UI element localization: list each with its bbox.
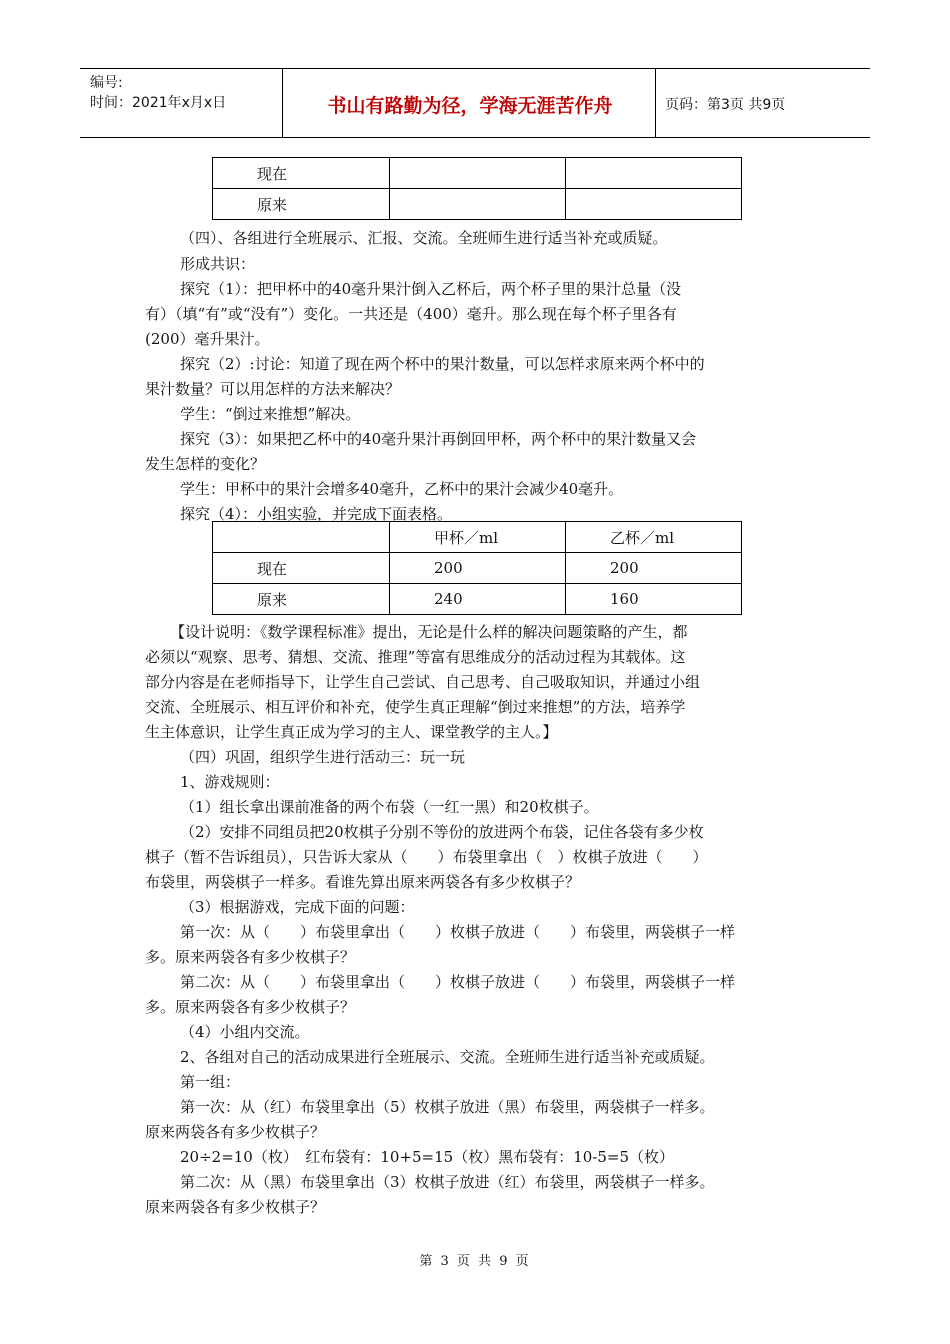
paragraph: 第一次：从（红）布袋里拿出（5）枚棋子放进（黑）布袋里，两袋棋子一样多。 bbox=[180, 1098, 715, 1116]
paragraph: （3）根据游戏，完成下面的问题： bbox=[180, 898, 415, 916]
paragraph: （2）安排不同组员把20枚棋子分别不等份的放进两个布袋，记住各袋有多少枚 bbox=[180, 823, 704, 841]
paragraph: （4）小组内交流。 bbox=[180, 1023, 310, 1041]
paragraph: 棋子（暂不告诉组员），只告诉大家从（ ）布袋里拿出（ ）枚棋子放进（ ） bbox=[145, 848, 708, 866]
table-row bbox=[213, 189, 742, 220]
header-page-label: 页码：第3页 共9页 bbox=[665, 97, 786, 113]
juice-table bbox=[212, 521, 742, 615]
page-footer: 第 3 页 共 9 页 bbox=[419, 1254, 531, 1269]
table-row bbox=[213, 553, 742, 584]
header-divider bbox=[655, 69, 656, 137]
design-note-line: 【设计说明：《数学课程标准》提出，无论是什么样的解决问题策略的产生，都 bbox=[170, 623, 688, 641]
table-cell: 200 bbox=[566, 553, 742, 584]
paragraph: 20÷2=10（枚） 红布袋有：10+5=15（枚）黑布袋有：10-5=5（枚） bbox=[180, 1148, 675, 1166]
paragraph: 探究（4）：小组实验，并完成下面表格。 bbox=[180, 505, 453, 523]
table-cell bbox=[566, 158, 742, 189]
paragraph: 2、各组对自己的活动成果进行全班展示、交流。全班师生进行适当补充或质疑。 bbox=[180, 1048, 715, 1066]
header-motto: 书山有路勤为径，学海无涯苦作舟 bbox=[327, 95, 613, 117]
table-cell: 160 bbox=[566, 584, 742, 615]
paragraph: （四）巩固，组织学生进行活动三：玩一玩 bbox=[180, 748, 466, 766]
design-note-line: 部分内容是在老师指导下，让学生自己尝试、自己思考、自己吸取知识，并通过小组 bbox=[145, 673, 701, 691]
table-row bbox=[213, 158, 742, 189]
table-cell bbox=[390, 189, 566, 220]
table-header-cell: 乙杯／ml bbox=[566, 522, 742, 553]
paragraph: 第一组： bbox=[180, 1073, 241, 1091]
paragraph: 探究（1）：把甲杯中的40毫升果汁倒入乙杯后，两个杯子里的果汁总量（没 bbox=[180, 280, 682, 298]
paragraph: 第二次：从（黑）布袋里拿出（3）枚棋子放进（红）布袋里，两袋棋子一样多。 bbox=[180, 1173, 715, 1191]
paragraph: 1、游戏规则： bbox=[180, 773, 280, 791]
paragraph: (200）毫升果汁。 bbox=[145, 330, 270, 348]
code-label: 编号: bbox=[90, 75, 123, 91]
header-meta bbox=[90, 73, 226, 113]
table-header-row bbox=[213, 522, 742, 553]
paragraph: 探究（3）：如果把乙杯中的40毫升果汁再倒回甲杯，两个杯中的果汁数量又会 bbox=[180, 430, 697, 448]
table-cell: 原来 bbox=[213, 584, 390, 615]
time-label: 时间：2021年x月x日 bbox=[90, 95, 227, 111]
juice-table-top bbox=[212, 157, 742, 220]
paragraph: 多。原来两袋各有多少枚棋子？ bbox=[145, 998, 356, 1016]
table-cell bbox=[566, 189, 742, 220]
design-note-line: 必须以“观察、思考、猜想、交流、推理”等富有思维成分的活动过程为其载体。这 bbox=[145, 648, 686, 666]
paragraph: 果汁数量？可以用怎样的方法来解决？ bbox=[145, 380, 401, 398]
paragraph: 第一次：从（ ）布袋里拿出（ ）枚棋子放进（ ）布袋里，两袋棋子一样 bbox=[180, 923, 736, 941]
header-divider bbox=[282, 69, 283, 137]
paragraph: 发生怎样的变化？ bbox=[145, 455, 266, 473]
paragraph: 第二次：从（ ）布袋里拿出（ ）枚棋子放进（ ）布袋里，两袋棋子一样 bbox=[180, 973, 736, 991]
paragraph: 有）（填“有”或“没有”）变化。一共还是（400）毫升。那么现在每个杯子里各有 bbox=[145, 305, 677, 323]
design-note-line: 交流、全班展示、相互评价和补充，使学生真正理解“倒过来推想”的方法，培养学 bbox=[145, 698, 686, 716]
table-header-cell: 甲杯／ml bbox=[390, 522, 566, 553]
table-cell: 240 bbox=[390, 584, 566, 615]
table-cell: 现在 bbox=[213, 158, 390, 189]
paragraph: 形成共识： bbox=[180, 255, 256, 273]
paragraph: 多。原来两袋各有多少枚棋子？ bbox=[145, 948, 356, 966]
page-header bbox=[80, 68, 870, 138]
design-note-line: 生主体意识，让学生真正成为学习的主人、课堂教学的主人。】 bbox=[145, 723, 558, 741]
table-cell bbox=[390, 158, 566, 189]
paragraph: 学生：甲杯中的果汁会增多40毫升，乙杯中的果汁会减少40毫升。 bbox=[180, 480, 624, 498]
paragraph: 探究（2）:讨论：知道了现在两个杯中的果汁数量，可以怎样求原来两个杯中的 bbox=[180, 355, 705, 373]
paragraph: 原来两袋各有多少枚棋子？ bbox=[145, 1198, 326, 1216]
table-cell: 现在 bbox=[213, 553, 390, 584]
table-row bbox=[213, 584, 742, 615]
table-cell: 原来 bbox=[213, 189, 390, 220]
table-cell: 200 bbox=[390, 553, 566, 584]
paragraph: 学生：“倒过来推想”解决。 bbox=[180, 405, 361, 423]
paragraph: （四）、各组进行全班展示、汇报、交流。全班师生进行适当补充或质疑。 bbox=[180, 229, 668, 247]
paragraph: （1）组长拿出课前准备的两个布袋（一红一黑）和20枚棋子。 bbox=[180, 798, 599, 816]
table-header-cell bbox=[213, 522, 390, 553]
paragraph: 原来两袋各有多少枚棋子？ bbox=[145, 1123, 326, 1141]
paragraph: 布袋里，两袋棋子一样多。看谁先算出原来两袋各有多少枚棋子？ bbox=[145, 873, 581, 891]
